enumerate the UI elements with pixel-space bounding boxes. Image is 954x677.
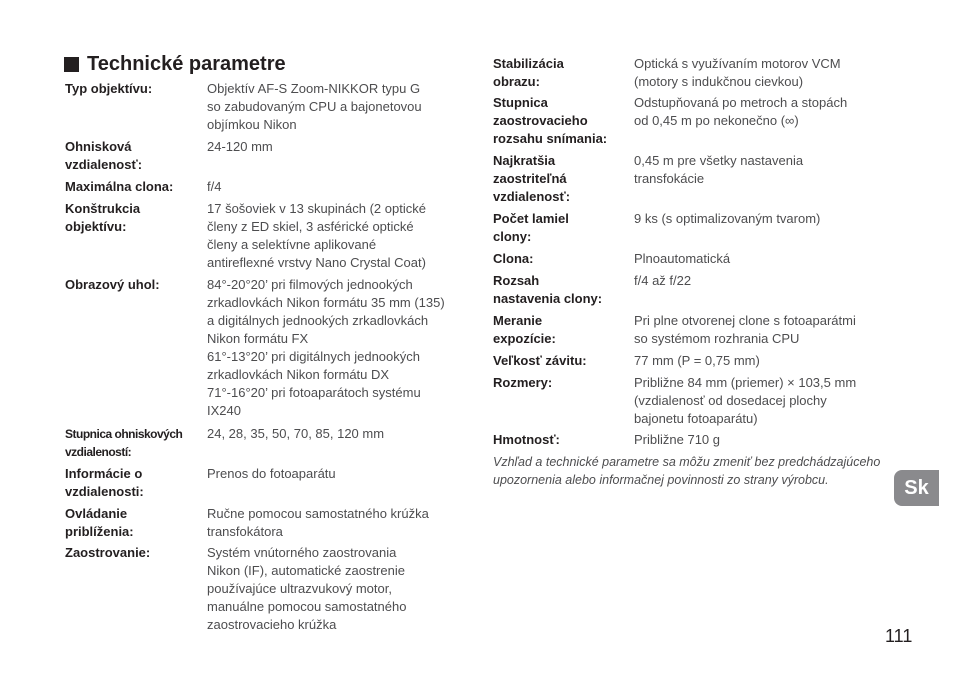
spec-row-focal-length [65, 138, 477, 174]
spec-value: Systém vnútorného zaostrovania Nikon (IF), automatické zaostrenie používajúce ultrazvukový motor, manuálne pomocou samostatného zaostrovacieho krúžka [207, 545, 407, 632]
spec-value: f/4 až f/22 [634, 273, 692, 288]
spec-label: Clona: [493, 251, 534, 266]
spec-label: Meranie expozície: [493, 313, 556, 346]
language-tab: Sk [894, 470, 939, 506]
spec-value: 84°-20°20’ pri filmových jednookých zrkadlovkách Nikon formátu 35 mm (135) a digitálnych jednookých zrkadlovkách Nikon formátu FX 61°-13°20’ pri digitálnych jednookých zrkadlovkách Nikon formátu DX 71°-16°20’ pri fotoaparátoch systému IX240 [207, 277, 445, 418]
spec-row-focal-scale [65, 425, 477, 461]
spec-label: Veľkosť závitu: [493, 353, 587, 368]
spec-value: Približne 84 mm (priemer) × 103,5 mm (vzdialenosť od dosedacej plochy bajonetu fotoaparátu) [634, 375, 857, 426]
spec-value: Pri plne otvorenej clone s fotoaparátmi so systémom rozhrania CPU [634, 313, 856, 346]
spec-row-exposure-metering [493, 312, 894, 348]
spec-value: Približne 710 g [634, 432, 720, 447]
spec-row-dimensions [493, 374, 894, 428]
spec-value: 0,45 m pre všetky nastavenia transfokácie [634, 153, 804, 186]
spec-label: Zaostrovanie: [65, 545, 151, 560]
spec-row-max-aperture [65, 178, 477, 196]
spec-row-aperture-range [493, 272, 894, 308]
spec-row-angle-of-view [65, 276, 477, 420]
section-heading [64, 52, 286, 76]
spec-row-lens-construction [65, 200, 477, 272]
spec-label: Stupnica zaostrovacieho rozsahu snímania: [493, 95, 608, 146]
spec-value: Optická s využívaním motorov VCM (motory s indukčnou cievkou) [634, 56, 841, 89]
spec-label: Stabilizácia obrazu: [493, 56, 564, 89]
spec-label: Najkratšia zaostriteľná vzdialenosť: [493, 153, 571, 204]
spec-row-zoom-control [65, 505, 477, 541]
spec-row-distance-info [65, 465, 477, 501]
spec-label: Maximálna clona: [65, 179, 174, 194]
spec-label: Stupnica ohniskových vzdialeností: [65, 427, 183, 459]
spec-value: Ručne pomocou samostatného krúžka transfokátora [207, 506, 429, 539]
spec-value: Objektív AF-S Zoom-NIKKOR typu G so zabudovaným CPU a bajonetovou objímkou Nikon [207, 81, 422, 132]
spec-label: Ovládanie priblíženia: [65, 506, 134, 539]
spec-label: Konštrukcia objektívu: [65, 201, 141, 234]
spec-value: 24-120 mm [207, 139, 273, 154]
spec-label: Počet lamiel clony: [493, 211, 569, 244]
spec-row-vibration-reduction [493, 55, 894, 91]
spec-row-closest-focus [493, 152, 894, 206]
spec-value: 9 ks (s optimalizovaným tvarom) [634, 211, 821, 226]
spec-label: Hmotnosť: [493, 432, 560, 447]
spec-row-focusing [65, 544, 477, 634]
heading-text: Technické parametre [87, 52, 286, 75]
page-number: 111 [885, 626, 913, 646]
spec-row-distance-scale [493, 94, 894, 148]
heading-square-icon [64, 57, 79, 72]
spec-value: Plnoautomatická [634, 251, 731, 266]
spec-label: Rozsah nastavenia clony: [493, 273, 603, 306]
spec-value: 77 mm (P = 0,75 mm) [634, 353, 760, 368]
spec-value: Odstupňovaná po metroch a stopách od 0,45 m po nekonečno (∞) [634, 95, 848, 128]
spec-row-diaphragm-blades [493, 210, 894, 246]
spec-label: Rozmery: [493, 375, 553, 390]
spec-value: 24, 28, 35, 50, 70, 85, 120 mm [207, 426, 385, 441]
spec-label: Informácie o vzdialenosti: [65, 466, 144, 499]
spec-row-filter-size [493, 352, 894, 370]
disclaimer-note: Vzhľad a technické parametre sa môžu zmeniť bez predchádzajúceho upozornenia alebo informačnej povinnosti zo strany výrobcu. [493, 455, 881, 487]
spec-label: Typ objektívu: [65, 81, 153, 96]
spec-value: 17 šošoviek v 13 skupinách (2 optické členy z ED skiel, 3 asférické optické členy a selektívne aplikované antireflexné vrstvy Nano Crystal Coat) [207, 201, 426, 270]
spec-row-lens-type [65, 80, 477, 134]
spec-label: Ohnisková vzdialenosť: [65, 139, 143, 172]
spec-row-diaphragm [493, 250, 894, 268]
spec-value: f/4 [207, 179, 222, 194]
spec-value: Prenos do fotoaparátu [207, 466, 336, 481]
spec-label: Obrazový uhol: [65, 277, 160, 292]
spec-row-weight [493, 431, 894, 449]
